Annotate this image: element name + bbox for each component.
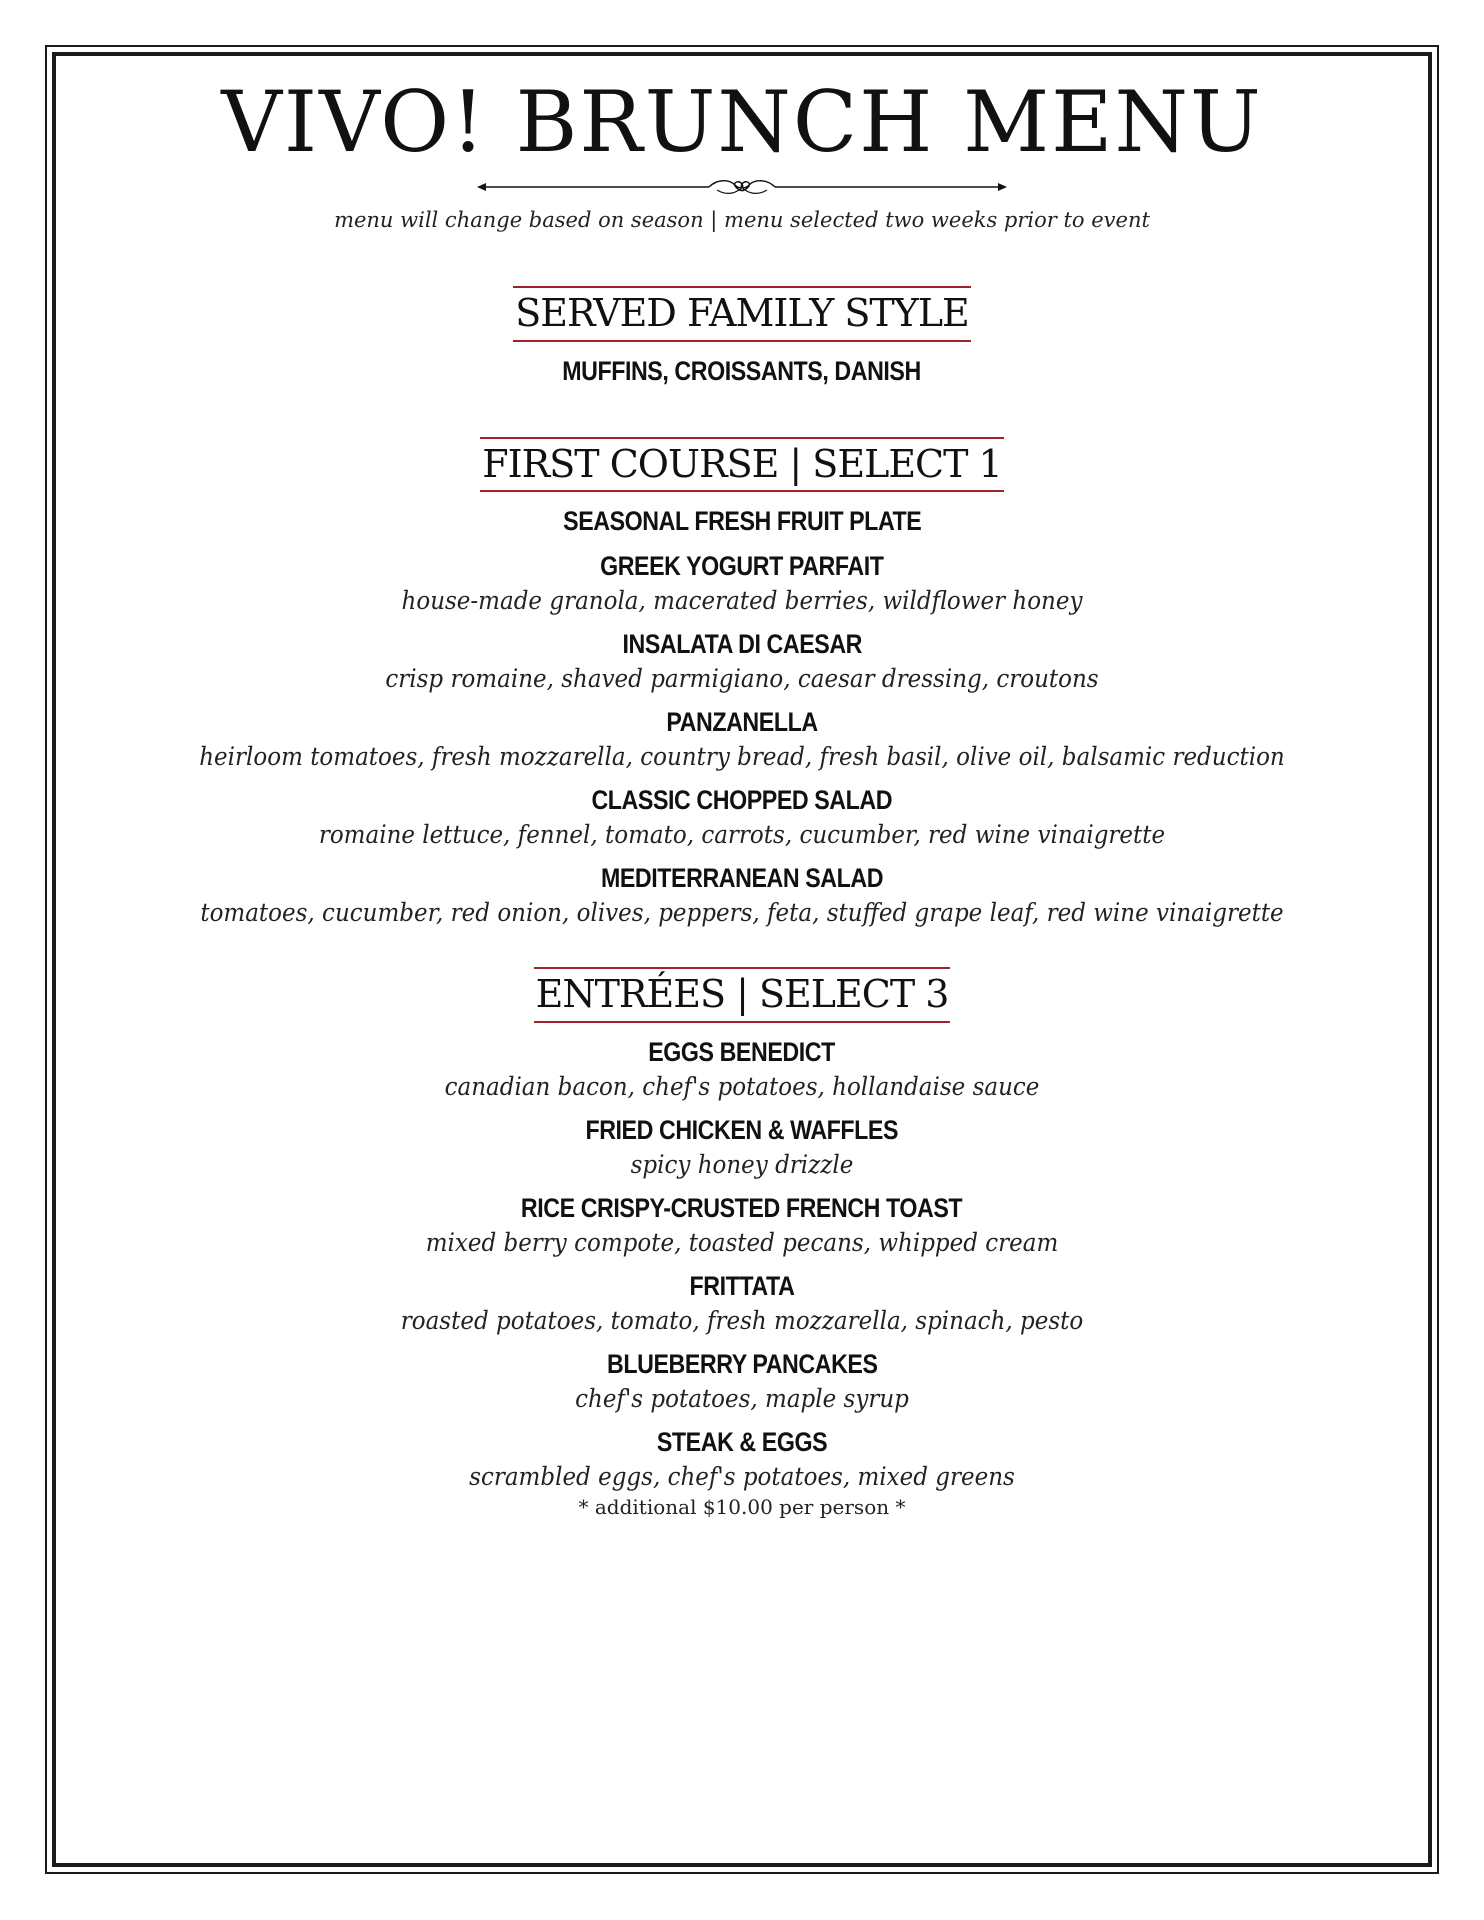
item-description: tomatoes, cucumber, red onion, olives, peppers, feta, stuffed grape leaf, red wine vinaigrette: [200, 898, 1284, 928]
item-description: scrambled eggs, chef's potatoes, mixed greens: [469, 1462, 1015, 1492]
flourish-divider-icon: [477, 176, 1007, 198]
menu-item: [60, 785, 1424, 849]
item-name: SEASONAL FRESH FRUIT PLATE: [562, 506, 922, 537]
item-description: spicy honey drizzle: [630, 1150, 854, 1180]
section-first-course: [60, 437, 1424, 928]
menu-item: [60, 1037, 1424, 1101]
menu-title: VIVO! BRUNCH MENU: [221, 73, 1263, 171]
menu-page: [60, 60, 1424, 1519]
item-description: mixed berry compote, toasted pecans, whipped cream: [425, 1228, 1059, 1258]
section-heading: ENTRÉES | SELECT 3: [534, 967, 951, 1023]
menu-item: [60, 1271, 1424, 1335]
item-name: RICE CRISPY-CRUSTED FRENCH TOAST: [521, 1193, 963, 1224]
item-name: FRIED CHICKEN & WAFFLES: [585, 1115, 899, 1146]
item-name: MUFFINS, CROISSANTS, DANISH: [562, 355, 922, 386]
surcharge-note: * additional $10.00 per person *: [578, 1495, 906, 1520]
menu-item: [60, 1193, 1424, 1257]
item-description: canadian bacon, chef's potatoes, hollandaise sauce: [444, 1072, 1040, 1102]
item-name: GREEK YOGURT PARFAIT: [600, 551, 884, 582]
item-description: roasted potatoes, tomato, fresh mozzarella, spinach, pesto: [400, 1306, 1084, 1336]
menu-subtitle: menu will change based on season | menu selected two weeks prior to event: [334, 208, 1150, 232]
menu-item: [60, 506, 1424, 537]
item-name: EGGS BENEDICT: [648, 1037, 836, 1068]
menu-item: [60, 707, 1424, 771]
item-description: romaine lettuce, fennel, tomato, carrots, cucumber, red wine vinaigrette: [318, 820, 1166, 850]
menu-item: [60, 551, 1424, 615]
item-name: FRITTATA: [689, 1271, 795, 1302]
section-entrees: [60, 967, 1424, 1519]
item-description: chef's potatoes, maple syrup: [575, 1384, 909, 1414]
menu-item: [60, 863, 1424, 927]
menu-item: [60, 356, 1424, 387]
item-name: INSALATA DI CAESAR: [622, 629, 862, 660]
section-heading: SERVED FAMILY STYLE: [513, 286, 971, 342]
item-name: STEAK & EGGS: [656, 1427, 828, 1458]
item-description: crisp romaine, shaved parmigiano, caesar dressing, croutons: [385, 664, 1099, 694]
menu-item: [60, 1427, 1424, 1519]
item-name: BLUEBERRY PANCAKES: [606, 1349, 878, 1380]
section-heading: FIRST COURSE | SELECT 1: [480, 437, 1003, 493]
item-description: house-made granola, macerated berries, wildflower honey: [401, 586, 1083, 616]
item-description: heirloom tomatoes, fresh mozzarella, country bread, fresh basil, olive oil, balsamic reduction: [199, 742, 1285, 772]
item-name: MEDITERRANEAN SALAD: [600, 863, 884, 894]
menu-item: [60, 1115, 1424, 1179]
section-family-style: [60, 286, 1424, 387]
menu-item: [60, 629, 1424, 693]
menu-item: [60, 1349, 1424, 1413]
item-name: CLASSIC CHOPPED SALAD: [591, 785, 893, 816]
item-name: PANZANELLA: [666, 707, 818, 738]
